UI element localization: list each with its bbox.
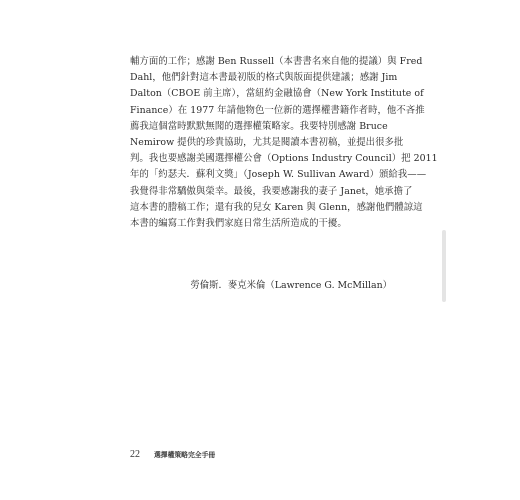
text-line: 本書的編寫工作對我們家庭日常生活所造成的干擾。	[130, 218, 347, 230]
text-line: Finance）在 1977 年請他物色一位新的選擇權書籍作者時，他不吝推	[130, 104, 425, 116]
text-line: Dahl，他們針對這本書最初版的格式與版面提供建議；感謝 Jim	[130, 72, 398, 84]
text-line: Dalton（CBOE 前主席），當紐約金融協會（New York Institute of	[130, 88, 424, 100]
text-line: Nemirow 提供的珍貴協助，尤其是閱讀本書初稿，並提出很多批	[130, 137, 404, 149]
text-line: 薦我這個當時默默無聞的選擇權策略家。我要特別感謝 Bruce	[130, 120, 388, 132]
text-line: 這本書的謄稿工作；還有我的兒女 Karen 與 Glenn，感謝他們體諒這	[130, 201, 423, 213]
acknowledgements-paragraph	[130, 54, 438, 232]
page-footer	[130, 449, 215, 465]
running-title: 選擇權策略完全手冊	[154, 451, 216, 459]
text-line: 我覺得非常驕傲與榮幸。最後，我要感謝我的妻子 Janet，她承擔了	[130, 185, 413, 197]
text-line: 判。我也要感謝美國選擇權公會（Options Industry Council）把 2011	[130, 153, 438, 165]
text-line: 輔方面的工作；感謝 Ben Russell（本書書名來自他的提議）與 Fred	[130, 56, 423, 67]
text-line: 年的「約瑟夫．蘇利文獎」（Joseph W. Sullivan Award）頒給我——	[130, 169, 427, 181]
scrollbar-thumb[interactable]	[442, 230, 446, 302]
author-signature: 勞倫斯．麥克米倫（Lawrence G. McMillan）	[190, 280, 392, 291]
page-number: 22	[130, 449, 140, 460]
